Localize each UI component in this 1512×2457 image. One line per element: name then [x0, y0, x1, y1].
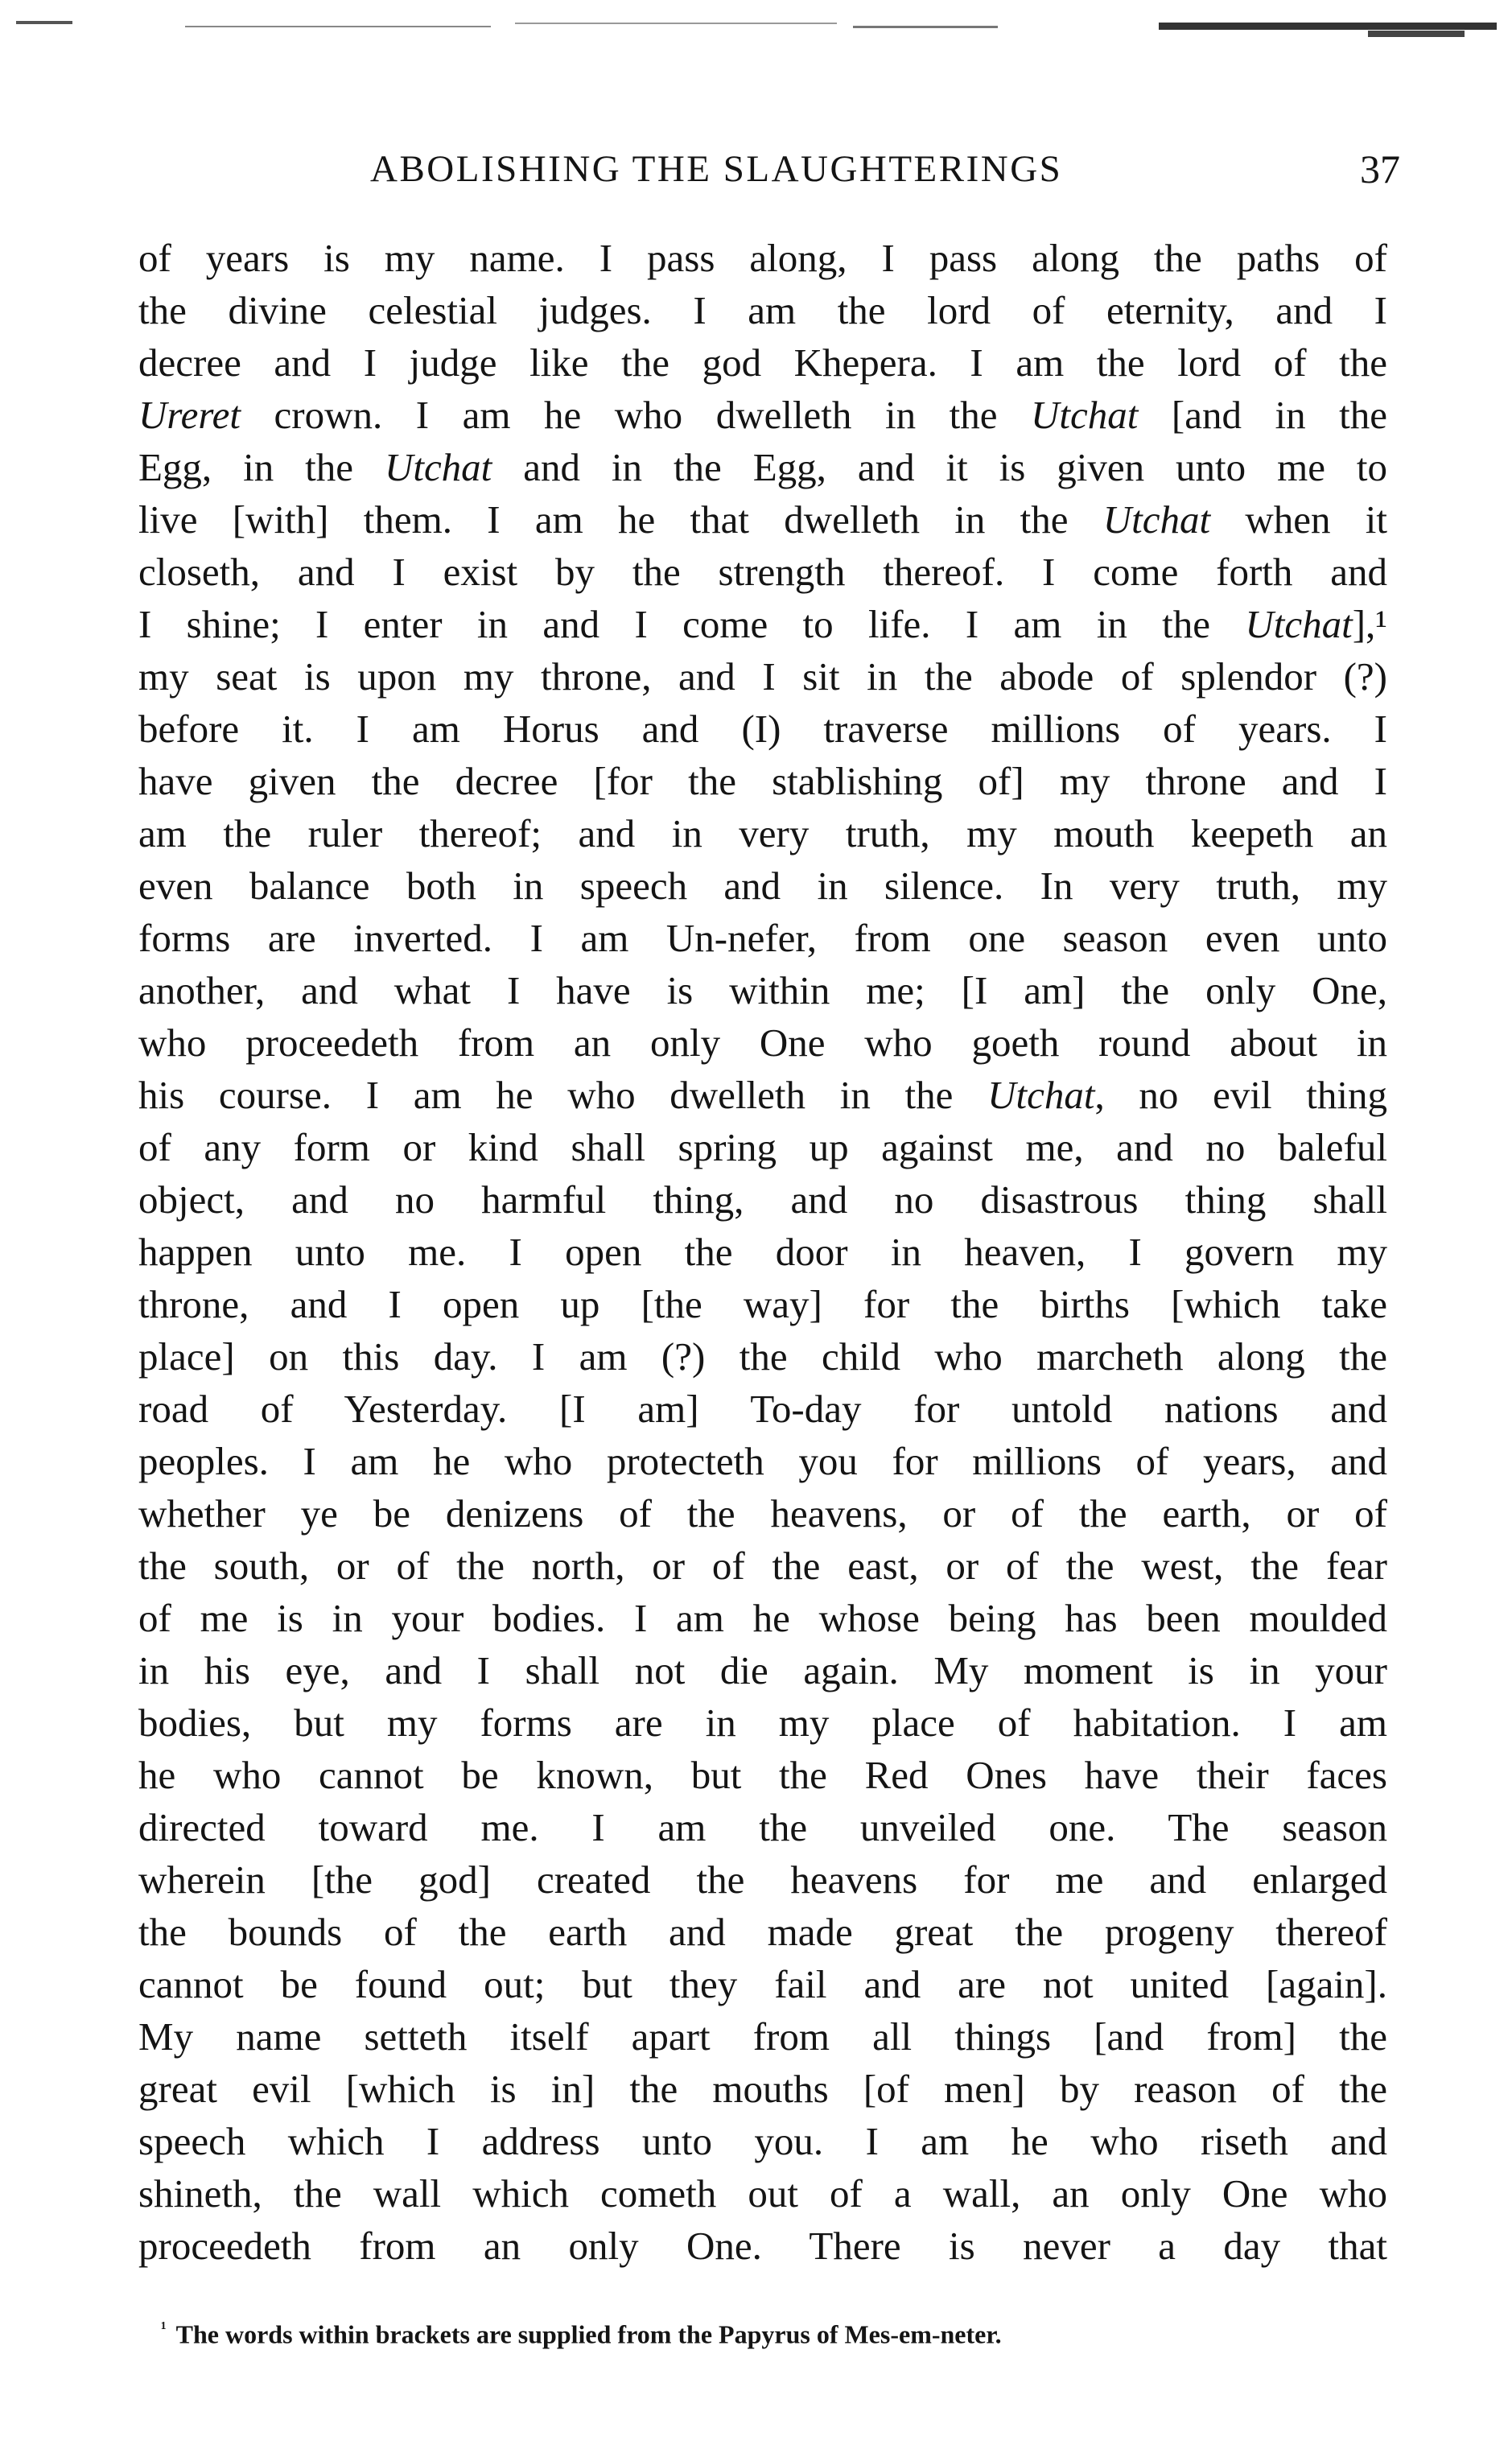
text-line: another, and what I have is within me; [I am] the only One,: [138, 968, 1387, 1012]
text-line: object, and no harmful thing, and no disastrous thing shall: [138, 1177, 1387, 1222]
page-header: [137, 141, 1400, 197]
text-line: am the ruler thereof; and in very truth, my mouth keepeth an: [138, 811, 1387, 855]
page-number: 37: [1360, 146, 1400, 192]
text-line: closeth, and I exist by the strength thereof. I come forth and: [138, 550, 1387, 594]
text-line: his course. I am he who dwelleth in the Utchat, no evil thing: [138, 1073, 1387, 1117]
text-line: peoples. I am he who protecteth you for millions of years, and: [138, 1439, 1387, 1483]
footnote-text: The words within brackets are supplied from the Papyrus of Mes-em-neter.: [175, 2319, 1002, 2349]
text-line: of me is in your bodies. I am he whose being has been moulded: [138, 1596, 1387, 1640]
running-head: ABOLISHING THE SLAUGHTERINGS: [370, 148, 1063, 190]
text-line: cannot be found out; but they fail and are not united [again].: [138, 1962, 1387, 2006]
text-line: of years is my name. I pass along, I pass along the paths of: [138, 236, 1387, 280]
text-line: Egg, in the Utchat and in the Egg, and it is given unto me to: [138, 445, 1387, 489]
body-text: [138, 232, 1387, 2272]
text-line: Ureret crown. I am he who dwelleth in the Utchat [and in the: [138, 393, 1388, 437]
text-line: proceedeth from an only One. There is never a day that: [138, 2224, 1387, 2268]
text-line: place] on this day. I am (?) the child who marcheth along the: [138, 1334, 1387, 1379]
text-line: have given the decree [for the stablishing of] my throne and I: [138, 759, 1387, 803]
text-line: directed toward me. I am the unveiled one. The season: [138, 1805, 1387, 1849]
text-line: speech which I address unto you. I am he who riseth and: [138, 2119, 1387, 2163]
text-line: bodies, but my forms are in my place of habitation. I am: [138, 1701, 1387, 1745]
text-line: decree and I judge like the god Khepera. I am the lord of the: [138, 340, 1387, 385]
text-line: great evil [which is in] the mouths [of men] by reason of the: [138, 2067, 1387, 2111]
text-line: my seat is upon my throne, and I sit in the abode of splendor (?): [138, 654, 1387, 699]
text-line: the south, or of the north, or of the east, or of the west, the fear: [138, 1544, 1387, 1588]
text-line: road of Yesterday. [I am] To-day for untold nations and: [138, 1387, 1387, 1431]
text-line: who proceedeth from an only One who goeth round about in: [138, 1020, 1387, 1065]
text-line: before it. I am Horus and (I) traverse millions of years. I: [138, 707, 1387, 751]
text-line: throne, and I open up [the way] for the births [which take: [138, 1282, 1387, 1326]
text-line: the bounds of the earth and made great the progeny thereof: [138, 1910, 1387, 1954]
scan-edge-artifact: [0, 14, 1512, 63]
text-line: he who cannot be known, but the Red Ones have their faces: [138, 1753, 1387, 1797]
text-line: I shine; I enter in and I come to life. I am in the Utchat],¹: [138, 602, 1387, 646]
text-line: the divine celestial judges. I am the lord of eternity, and I: [138, 288, 1387, 332]
text-line: live [with] them. I am he that dwelleth in the Utchat when it: [138, 497, 1387, 542]
footnote: [161, 2310, 1400, 2353]
text-line: in his eye, and I shall not die again. My moment is in your: [138, 1648, 1387, 1692]
text-line: whether ye be denizens of the heavens, or of the earth, or of: [138, 1491, 1387, 1536]
text-line: My name setteth itself apart from all things [and from] the: [138, 2014, 1387, 2059]
text-line: even balance both in speech and in silence. In very truth, my: [138, 864, 1387, 908]
text-line: of any form or kind shall spring up against me, and no baleful: [138, 1125, 1387, 1169]
text-line: wherein [the god] created the heavens for me and enlarged: [138, 1857, 1387, 1902]
footnote-marker: ¹: [161, 2318, 167, 2338]
text-line: shineth, the wall which cometh out of a wall, an only One who: [138, 2171, 1387, 2216]
text-line: happen unto me. I open the door in heaven, I govern my: [138, 1230, 1387, 1274]
text-line: forms are inverted. I am Un-nefer, from one season even unto: [138, 916, 1387, 960]
